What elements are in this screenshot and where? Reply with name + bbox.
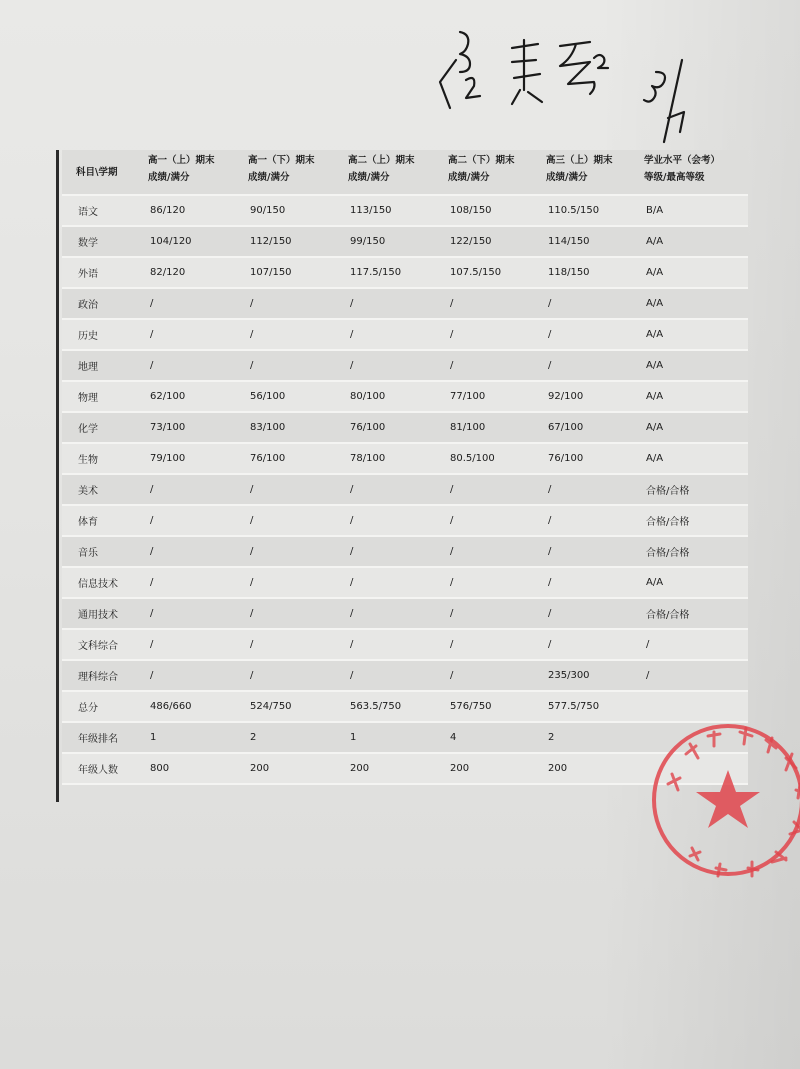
school-seal — [616, 714, 800, 884]
score-cell: / — [334, 350, 434, 381]
score-cell: 80/100 — [334, 381, 434, 412]
header-level — [630, 150, 748, 195]
table-row — [62, 412, 748, 443]
score-cell: 76/100 — [334, 412, 434, 443]
level-cell: A/A — [630, 350, 748, 381]
level-cell: 合格/合格 — [630, 598, 748, 629]
subject-cell: 地理 — [62, 350, 134, 381]
score-cell: / — [334, 660, 434, 691]
subject-cell: 外语 — [62, 257, 134, 288]
score-cell: / — [334, 505, 434, 536]
header-level-name: 学业水平（会考） — [644, 155, 721, 166]
score-cell: / — [532, 350, 630, 381]
score-cell: 90/150 — [234, 195, 334, 226]
score-cell: 67/100 — [532, 412, 630, 443]
score-cell: 80.5/100 — [434, 443, 532, 474]
score-cell: / — [434, 598, 532, 629]
score-cell: 1 — [134, 722, 234, 753]
header-term — [134, 150, 234, 195]
score-cell: 108/150 — [434, 195, 532, 226]
score-cell: / — [134, 350, 234, 381]
score-cell: 107.5/150 — [434, 257, 532, 288]
header-term-name: 高一（上）期末 — [148, 155, 215, 166]
score-cell: 118/150 — [532, 257, 630, 288]
score-cell: / — [234, 567, 334, 598]
score-cell: 577.5/750 — [532, 691, 630, 722]
score-cell: / — [234, 474, 334, 505]
score-cell: 73/100 — [134, 412, 234, 443]
table-row — [62, 474, 748, 505]
level-cell: A/A — [630, 257, 748, 288]
level-cell: A/A — [630, 381, 748, 412]
header-term-name: 高一（下）期末 — [248, 155, 315, 166]
score-cell: 117.5/150 — [334, 257, 434, 288]
table-row — [62, 257, 748, 288]
header-term — [334, 150, 434, 195]
score-cell: 4 — [434, 722, 532, 753]
table-left-rule — [56, 150, 59, 802]
score-cell: 104/120 — [134, 226, 234, 257]
score-cell: / — [532, 536, 630, 567]
subject-cell: 数学 — [62, 226, 134, 257]
subject-cell: 年级排名 — [62, 722, 134, 753]
header-term — [234, 150, 334, 195]
header-term-name: 高二（下）期末 — [448, 155, 515, 166]
handwritten-signature — [420, 20, 700, 150]
score-cell: 76/100 — [532, 443, 630, 474]
score-cell: 2 — [532, 722, 630, 753]
score-cell: / — [234, 505, 334, 536]
score-cell: 56/100 — [234, 381, 334, 412]
level-cell: A/A — [630, 443, 748, 474]
score-cell: / — [134, 567, 234, 598]
score-cell: 200 — [234, 753, 334, 784]
subject-cell: 语文 — [62, 195, 134, 226]
score-cell: / — [134, 598, 234, 629]
table-row — [62, 381, 748, 412]
subject-cell: 总分 — [62, 691, 134, 722]
subject-cell: 文科综合 — [62, 629, 134, 660]
level-cell: / — [630, 660, 748, 691]
subject-cell: 美术 — [62, 474, 134, 505]
score-cell: 86/120 — [134, 195, 234, 226]
score-cell: / — [134, 474, 234, 505]
table-row — [62, 567, 748, 598]
score-cell: / — [532, 598, 630, 629]
table-row — [62, 319, 748, 350]
header-level-unit: 等级/最高等级 — [644, 172, 705, 183]
score-cell: / — [334, 536, 434, 567]
score-cell: / — [434, 660, 532, 691]
score-cell: 112/150 — [234, 226, 334, 257]
score-cell: / — [334, 567, 434, 598]
score-cell: / — [532, 629, 630, 660]
score-cell: 1 — [334, 722, 434, 753]
table-row — [62, 226, 748, 257]
score-cell: / — [234, 288, 334, 319]
score-cell: 83/100 — [234, 412, 334, 443]
score-cell: 81/100 — [434, 412, 532, 443]
score-cell: / — [334, 598, 434, 629]
header-term-unit: 成绩/满分 — [248, 172, 290, 183]
score-cell: / — [334, 319, 434, 350]
subject-cell: 年级人数 — [62, 753, 134, 784]
header-term — [434, 150, 532, 195]
score-cell: / — [434, 505, 532, 536]
score-cell: / — [434, 474, 532, 505]
score-cell: / — [134, 629, 234, 660]
score-cell: / — [434, 319, 532, 350]
level-cell: A/A — [630, 226, 748, 257]
table-row — [62, 443, 748, 474]
level-cell: A/A — [630, 288, 748, 319]
level-cell: 合格/合格 — [630, 536, 748, 567]
level-cell: 合格/合格 — [630, 474, 748, 505]
score-cell: 79/100 — [134, 443, 234, 474]
score-cell: 200 — [532, 753, 630, 784]
header-term-name: 高二（上）期末 — [348, 155, 415, 166]
score-cell: / — [532, 319, 630, 350]
table-header-row — [62, 150, 748, 195]
score-cell: 82/120 — [134, 257, 234, 288]
subject-cell: 信息技术 — [62, 567, 134, 598]
score-cell: 113/150 — [334, 195, 434, 226]
score-cell: / — [434, 350, 532, 381]
score-cell: 114/150 — [532, 226, 630, 257]
table-row — [62, 350, 748, 381]
score-cell: / — [434, 288, 532, 319]
subject-cell: 通用技术 — [62, 598, 134, 629]
subject-cell: 体育 — [62, 505, 134, 536]
score-cell: 200 — [434, 753, 532, 784]
level-cell: A/A — [630, 567, 748, 598]
grades-table — [62, 150, 748, 785]
score-cell: / — [134, 288, 234, 319]
score-cell: / — [334, 629, 434, 660]
score-cell: / — [434, 536, 532, 567]
header-corner: 科目\学期 — [62, 150, 134, 195]
table-row — [62, 195, 748, 226]
score-cell: / — [434, 629, 532, 660]
score-cell: / — [134, 660, 234, 691]
level-cell: B/A — [630, 195, 748, 226]
subject-cell: 生物 — [62, 443, 134, 474]
score-cell: / — [234, 536, 334, 567]
score-cell: / — [234, 598, 334, 629]
score-cell: / — [434, 567, 532, 598]
score-cell: / — [234, 319, 334, 350]
subject-cell: 音乐 — [62, 536, 134, 567]
score-cell: 486/660 — [134, 691, 234, 722]
table-row — [62, 536, 748, 567]
score-cell: / — [334, 288, 434, 319]
score-cell: 99/150 — [334, 226, 434, 257]
header-term-unit: 成绩/满分 — [148, 172, 190, 183]
score-cell: 800 — [134, 753, 234, 784]
header-term-name: 高三（上）期末 — [546, 155, 613, 166]
level-cell: A/A — [630, 319, 748, 350]
score-cell: 576/750 — [434, 691, 532, 722]
score-cell: 122/150 — [434, 226, 532, 257]
score-cell: 2 — [234, 722, 334, 753]
score-cell: 78/100 — [334, 443, 434, 474]
score-cell: 563.5/750 — [334, 691, 434, 722]
table-row — [62, 598, 748, 629]
score-cell: 524/750 — [234, 691, 334, 722]
header-term-unit: 成绩/满分 — [348, 172, 390, 183]
header-term-unit: 成绩/满分 — [448, 172, 490, 183]
score-cell: 200 — [334, 753, 434, 784]
score-cell: 110.5/150 — [532, 195, 630, 226]
header-term — [532, 150, 630, 195]
score-cell: / — [532, 288, 630, 319]
score-cell: / — [532, 567, 630, 598]
table-row — [62, 288, 748, 319]
subject-cell: 化学 — [62, 412, 134, 443]
score-cell: 62/100 — [134, 381, 234, 412]
score-cell: 107/150 — [234, 257, 334, 288]
score-cell: / — [134, 536, 234, 567]
score-cell: 92/100 — [532, 381, 630, 412]
subject-cell: 物理 — [62, 381, 134, 412]
subject-cell: 理科综合 — [62, 660, 134, 691]
score-cell: / — [134, 319, 234, 350]
score-cell: / — [134, 505, 234, 536]
level-cell: / — [630, 629, 748, 660]
score-cell: 235/300 — [532, 660, 630, 691]
score-cell: 76/100 — [234, 443, 334, 474]
score-cell: / — [532, 474, 630, 505]
level-cell: A/A — [630, 412, 748, 443]
subject-cell: 历史 — [62, 319, 134, 350]
table-row — [62, 660, 748, 691]
score-cell: / — [234, 629, 334, 660]
score-cell: / — [234, 660, 334, 691]
table-row — [62, 629, 748, 660]
subject-cell: 政治 — [62, 288, 134, 319]
score-cell: / — [532, 505, 630, 536]
level-cell: 合格/合格 — [630, 505, 748, 536]
header-term-unit: 成绩/满分 — [546, 172, 588, 183]
table-row — [62, 505, 748, 536]
score-cell: / — [234, 350, 334, 381]
score-cell: 77/100 — [434, 381, 532, 412]
score-cell: / — [334, 474, 434, 505]
grades-body — [62, 195, 748, 784]
